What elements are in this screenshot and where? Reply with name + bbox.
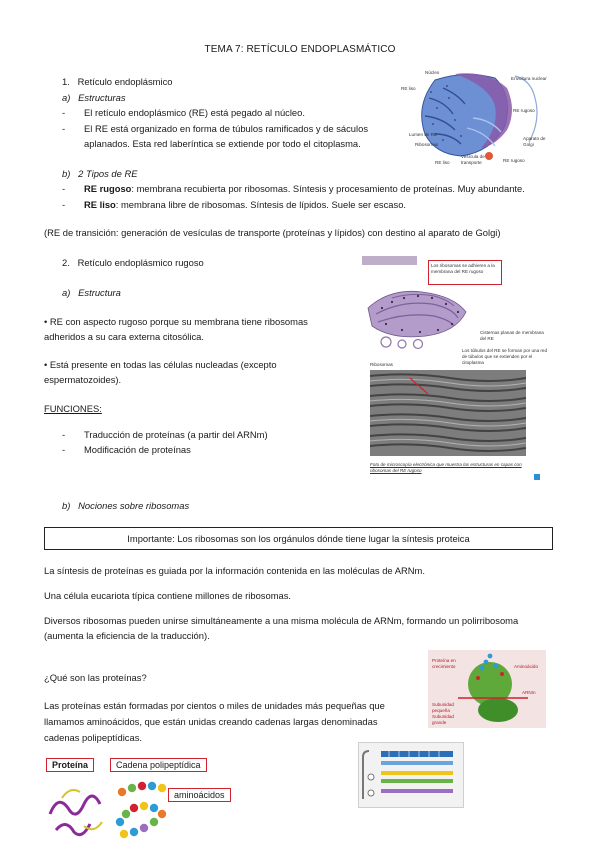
- er-label-ser-2: RE liso: [435, 160, 450, 165]
- section-1b-heading: b) 2 Tipos de RE: [62, 168, 138, 179]
- ser-definition: [84, 197, 406, 212]
- rer-desc-2a: • Está presente en todas las células nucleadas (excepto: [44, 359, 277, 370]
- structure-item-2-cont: aplanados. Esta red laberíntica se extiende por todo el citoplasma.: [84, 138, 361, 149]
- er-label-vesicle: Vesícula de transporte: [461, 154, 485, 165]
- important-box: Importante: Los ribosomas son los orgánulos dónde tiene lugar la síntesis proteica: [44, 527, 553, 550]
- structure-item-2: - El RE está organizado en forma de túbulos ramificados y de sáculos: [84, 121, 368, 136]
- body-p2: Una célula eucariota típica contiene millones de ribosomas.: [44, 590, 292, 601]
- er-label-lumen: Lumen de RE: [409, 132, 438, 137]
- blue-marker: [534, 474, 540, 480]
- function-item-1: - Traducción de proteínas (a partir del ARNm): [84, 427, 268, 442]
- er-label-golgi: Aparato de Golgi: [523, 136, 546, 147]
- section-2a-heading: a) Estructura: [62, 287, 121, 298]
- ser-label: RE liso: [84, 199, 116, 210]
- ser-text: : membrana libre de ribosomas. Síntesis de lípidos. Suele ser escaso.: [115, 199, 407, 210]
- body-p1: La síntesis de proteínas es guiada por la información contenida en las moléculas de ARNm.: [44, 565, 425, 576]
- rer-label-tubules: Los túbulos del RE se forman por una red de túbulos que se extienden por el citoplasma: [462, 348, 548, 365]
- section-2b-heading: b) Nociones sobre ribosomas: [62, 500, 190, 511]
- er-label-envelope: Envoltura nuclear: [511, 76, 547, 81]
- rer-label: RE rugoso: [84, 183, 132, 194]
- rer-figure: [362, 252, 552, 482]
- structure-item-1: - El retículo endoplásmico (RE) está pegado al núcleo.: [84, 105, 305, 120]
- rer-label-cisterns: Cisternas planas de membrana del RE: [480, 330, 544, 341]
- body-p4b: llamamos aminoácidos, que están unidas creando cadenas largas denominadas: [44, 716, 378, 727]
- rer-text: : membrana recubierta por ribosomas. Síntesis y procesamiento de proteínas. Muy abundante.: [131, 183, 525, 194]
- function-item-2: - Modificación de proteínas: [84, 442, 191, 457]
- rer-figure-header-strip: [362, 256, 417, 265]
- protein-chain-illustration: [44, 774, 244, 842]
- protein-figure: [44, 752, 244, 842]
- polyribosome-illustration: [359, 743, 463, 807]
- er-label-ribosomes: Ribosomas: [415, 142, 438, 147]
- rer-desc-2b: espermatozoides).: [44, 374, 122, 385]
- ribosome-figure: [428, 650, 546, 728]
- aminoacids-label: aminoácidos: [168, 788, 231, 802]
- ribosome-label-aminoacid: Aminoácido: [514, 664, 539, 669]
- ribosome-label-protein: Proteína en crecimiento: [432, 658, 456, 669]
- section-1-heading: 1. Retículo endoplásmico: [62, 76, 173, 87]
- micrograph-label-ribosomes: Ribosomas: [370, 362, 393, 367]
- rer-3d-illustration: [362, 278, 472, 350]
- er-label-ser-1: RE liso: [401, 86, 416, 91]
- proteins-question: ¿Qué son las proteínas?: [44, 672, 147, 683]
- rer-micrograph: [370, 370, 526, 456]
- er-label-rer-1: RE rugoso: [513, 108, 535, 113]
- body-p3b: (aumenta la eficiencia de la traducción).: [44, 630, 210, 641]
- ribosome-label-small-subunit: Subunidad pequeña: [432, 702, 454, 713]
- er-diagram-figure: [395, 68, 555, 168]
- rer-ribosome-callout: Los ribosomas se adhieren a la membrana del RE rugoso: [428, 260, 502, 285]
- body-p4c: cadenas polipeptídicas.: [44, 732, 142, 743]
- page-title: TEMA 7: RETÍCULO ENDOPLASMÁTICO: [204, 44, 396, 55]
- ribosome-label-large-subunit: Subunidad grande: [432, 714, 454, 725]
- er-label-rer-2: RE rugoso: [503, 158, 525, 163]
- section-2-heading: 2. Retículo endoplásmico rugoso: [62, 257, 204, 268]
- body-p4a: Las proteínas están formadas por cientos o miles de unidades más pequeñas que: [44, 700, 385, 711]
- rer-desc-1a: • RE con aspecto rugoso porque su membrana tiene ribosomas: [44, 316, 308, 327]
- er-diagram-illustration: [395, 68, 555, 168]
- functions-label: FUNCIONES:: [44, 403, 102, 414]
- protein-label: Proteína: [46, 758, 94, 772]
- body-p3a: Diversos ribosomas pueden unirse simultáneamente a una misma molécula de ARNm, formando un polirribosoma: [44, 615, 519, 626]
- rer-definition: [84, 181, 525, 196]
- polypeptide-chain-label: Cadena polipeptídica: [110, 758, 207, 772]
- transition-note: (RE de transición: generación de vesículas de transporte (proteínas y lípidos) con destino al aparato de Golgi): [44, 227, 501, 238]
- rer-desc-1b: adheridos a su cara externa citosólica.: [44, 331, 204, 342]
- functions-heading: [44, 401, 102, 416]
- micrograph-caption: Foto de microscopía electrónica que muestra las estructuras en capas con ribosomas del RE rugoso: [370, 462, 522, 473]
- polyribosome-figure: [358, 742, 464, 808]
- section-1a-heading: a) Estructuras: [62, 92, 126, 103]
- ribosome-label-mrna: ARNm: [522, 690, 536, 695]
- er-label-nucleus: Núcleo: [425, 70, 440, 75]
